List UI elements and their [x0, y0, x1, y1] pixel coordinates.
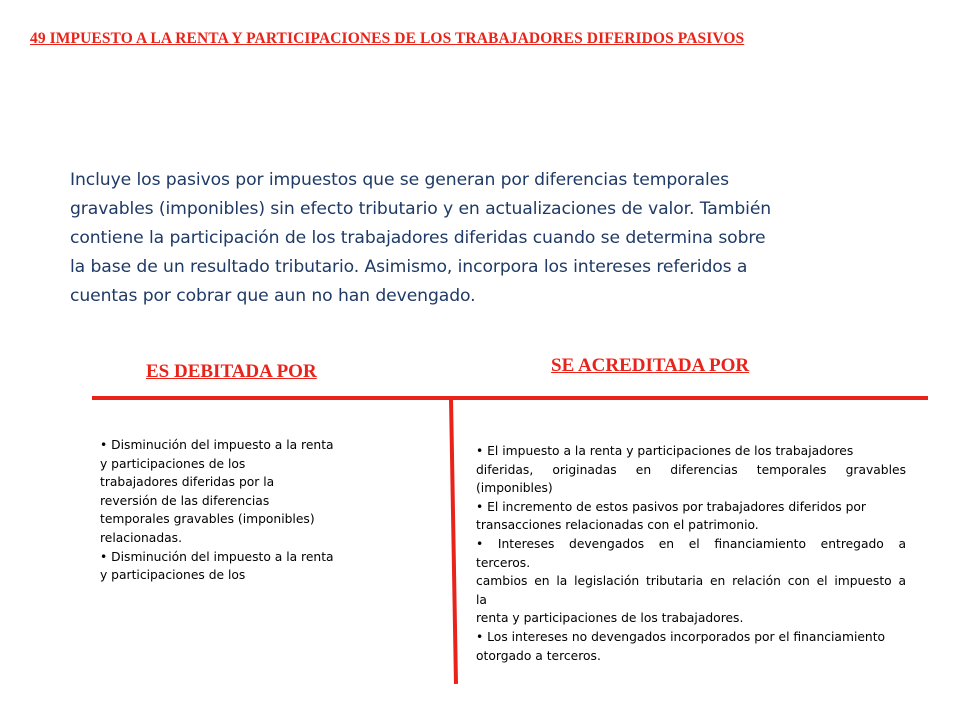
debit-line: • Disminución del impuesto a la renta — [100, 549, 334, 564]
intro-line: gravables (imponibles) sin efecto tributario y en actualizaciones de valor. También — [70, 199, 772, 219]
credit-line: renta y participaciones de los trabajadores. — [476, 611, 744, 626]
credit-line: • El incremento de estos pasivos por trabajadores diferidos por — [476, 499, 866, 514]
credit-heading: SE ACREDITADA POR — [551, 355, 750, 376]
debit-line: y participaciones de los — [100, 456, 246, 471]
page-title: 49 IMPUESTO A LA RENTA Y PARTICIPACIONES DE LOS TRABAJADORES DIFERIDOS PASIVOS — [30, 30, 745, 47]
debit-line: temporales gravables (imponibles) — [100, 512, 315, 527]
credit-column — [476, 442, 906, 665]
intro-line: Incluye los pasivos por impuestos que se generan por diferencias temporales — [70, 170, 729, 190]
credit-line: la — [476, 592, 487, 607]
credit-line: • El impuesto a la renta y participaciones de los trabajadores — [476, 444, 854, 458]
debit-line: • Disminución del impuesto a la renta — [100, 438, 334, 452]
debit-line: relacionadas. — [100, 530, 182, 545]
credit-line: • Los intereses no devengados incorporados por el financiamiento — [476, 629, 886, 644]
t-account-horizontal-line — [92, 396, 928, 400]
credit-line: terceros. — [476, 555, 531, 570]
intro-line: cuentas por cobrar que aun no han devengado. — [70, 286, 476, 306]
credit-line: (imponibles) — [476, 481, 553, 496]
credit-line: otorgado a terceros. — [476, 648, 601, 663]
t-account-vertical-line — [449, 398, 458, 684]
debit-column — [100, 436, 360, 585]
intro-paragraph — [70, 166, 860, 311]
debit-heading: ES DEBITADA POR — [146, 361, 317, 382]
debit-line: trabajadores diferidas por la — [100, 475, 275, 490]
credit-line: transacciones relacionadas con el patrimonio. — [476, 518, 759, 533]
credit-line: diferidas, originadas en diferencias temporales gravables — [476, 462, 906, 477]
credit-line: • Intereses devengados en el financiamiento entregado a — [476, 536, 906, 551]
debit-line: reversión de las diferencias — [100, 493, 270, 508]
intro-line: contiene la participación de los trabajadores diferidas cuando se determina sobre — [70, 228, 766, 248]
credit-line: cambios en la legislación tributaria en relación con el impuesto a — [476, 574, 906, 589]
intro-line: la base de un resultado tributario. Asimismo, incorpora los intereses referidos a — [70, 257, 748, 277]
debit-line: y participaciones de los — [100, 568, 246, 583]
